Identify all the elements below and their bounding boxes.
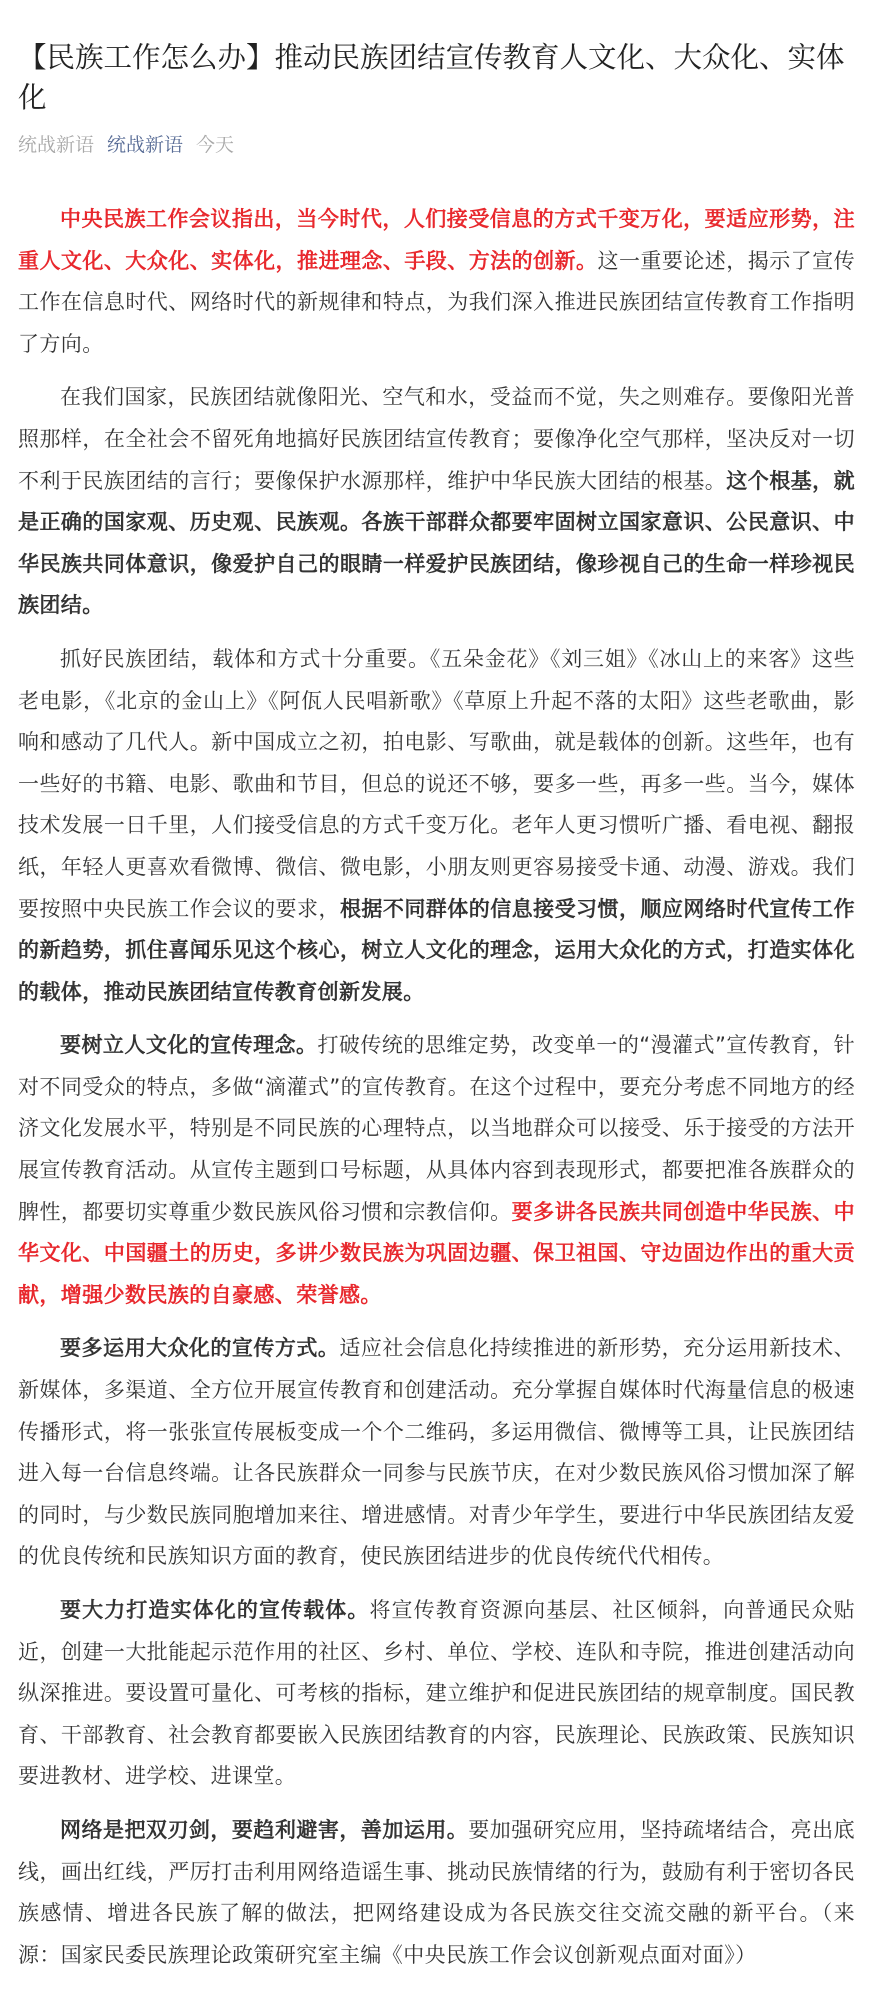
bold-text: 根据不同群体的信息接受习惯，顺应网络时代宣传工作的新趋势，抓住喜闻乐见这个核心，树立人文化的理念，运用大众化的方式，打造实体化的载体，推动民族团结宣传教育创新发展。 [18,896,855,1004]
author-name: 统战新语 [18,134,95,156]
article-paragraph [18,1590,855,1798]
article-paragraph [18,639,855,1013]
body-text: 这一重要论述，揭示了宣传工作在信息时代、网络时代的新规律和特点，为我们深入推进民族团结宣传教育工作指明了方向。 [18,248,855,356]
red-bold-text: 中央民族工作会议指出，当今时代，人们接受信息的方式千变万化，要适应形势，注重人文化、大众化、实体化，推进理念、手段、方法的创新。 [18,207,855,273]
section-heading-text: 要大力打造实体化的宣传载体。 [60,1598,370,1622]
body-text: 要加强研究应用，坚持疏堵结合，亮出底线，画出红线，严厉打击利用网络造谣生事、挑动民族情绪的行为，鼓励有利于密切各民族感情、增进各民族了解的做法，把网络建设成为各民族交往交流交融的新平台。（来源：国家民委民族理论政策研究室主编《中央民族工作会议创新观点面对面》） [18,1817,855,1967]
bold-text: 这个根基，就是正确的国家观、历史观、民族观。各族干部群众都要牢固树立国家意识、公民意识、中华民族共同体意识，像爱护自己的眼睛一样爱护民族团结，像珍视自己的生命一样珍视民族团结。 [18,468,855,618]
article-content [18,199,855,1976]
article-paragraph [18,1328,855,1578]
section-heading-text: 要树立人文化的宣传理念。 [60,1033,318,1058]
body-text: 打破传统的思维定势，改变单一的“漫灌式”宣传教育，针对不同受众的特点，多做“滴灌式”的宣传教育。在这个过程中，要充分考虑不同地方的经济文化发展水平，特别是不同民族的心理特点，以当地群众可以接受、乐于接受的方法开展宣传教育活动。从宣传主题到口号标题，从具体内容到表现形式，都要把准各族群众的脾性，都要切实尊重少数民族风俗习惯和宗教信仰。 [18,1033,855,1224]
account-name-link[interactable]: 统战新语 [107,134,184,156]
body-text: 将宣传教育资源向基层、社区倾斜，向普通民众贴近，创建一大批能起示范作用的社区、乡村、单位、学校、连队和寺院，推进创建活动向纵深推进。要设置可量化、可考核的指标，建立维护和促进民族团结的规章制度。国民教育、干部教育、社会教育都要嵌入民族团结教育的内容，民族理论、民族政策、民族知识要进教材、进学校、进课堂。 [18,1598,855,1789]
article-paragraph [18,1810,855,1976]
article-paragraph [18,1025,855,1316]
article-title: 【民族工作怎么办】推动民族团结宣传教育人文化、大众化、实体化 [18,41,845,114]
article-paragraph [18,377,855,627]
body-text: 在我们国家，民族团结就像阳光、空气和水，受益而不觉，失之则难存。要像阳光普照那样，在全社会不留死角地搞好民族团结宣传教育；要像净化空气那样，坚决反对一切不利于民族团结的言行；要像保护水源那样，维护中华民族大团结的根基。 [18,385,855,493]
section-heading-text: 要多运用大众化的宣传方式。 [60,1336,340,1361]
publish-time: 今天 [196,134,235,156]
red-bold-text: 要多讲各民族共同创造中华民族、中华文化、中国疆土的历史，多讲少数民族为巩固边疆、保卫祖国、守边固边作出的重大贡献，增强少数民族的自豪感、荣誉感。 [18,1199,855,1307]
article-meta [18,132,855,158]
body-text: 抓好民族团结，载体和方式十分重要。《五朵金花》《刘三姐》《冰山上的来客》这些老电影，《北京的金山上》《阿佤人民唱新歌》《草原上升起不落的太阳》这些老歌曲，影响和感动了几代人。新中国成立之初，拍电影、写歌曲，就是载体的创新。这些年，也有一些好的书籍、电影、歌曲和节目，但总的说还不够，要多一些，再多一些。当今，媒体技术发展一日千里，人们接受信息的方式千变万化。老年人更习惯听广播、看电视、翻报纸，年轻人更喜欢看微博、微信、微电影，小朋友则更容易接受卡通、动漫、游戏。我们要按照中央民族工作会议的要求， [18,646,855,921]
article-paragraph [18,199,855,365]
body-text: 适应社会信息化持续推进的新形势，充分运用新技术、新媒体，多渠道、全方位开展宣传教育和创建活动。充分掌握自媒体时代海量信息的极速传播形式，将一张张宣传展板变成一个个二维码，多运用微信、微博等工具，让民族团结进入每一台信息终端。让各民族群众一同参与民族节庆，在对少数民族风俗习惯加深了解的同时，与少数民族同胞增加来往、增进感情。对青少年学生，要进行中华民族团结友爱的优良传统和民族知识方面的教育，使民族团结进步的优良传统代代相传。 [18,1336,855,1569]
section-heading-text: 网络是把双刃剑，要趋利避害，善加运用。 [60,1817,469,1842]
